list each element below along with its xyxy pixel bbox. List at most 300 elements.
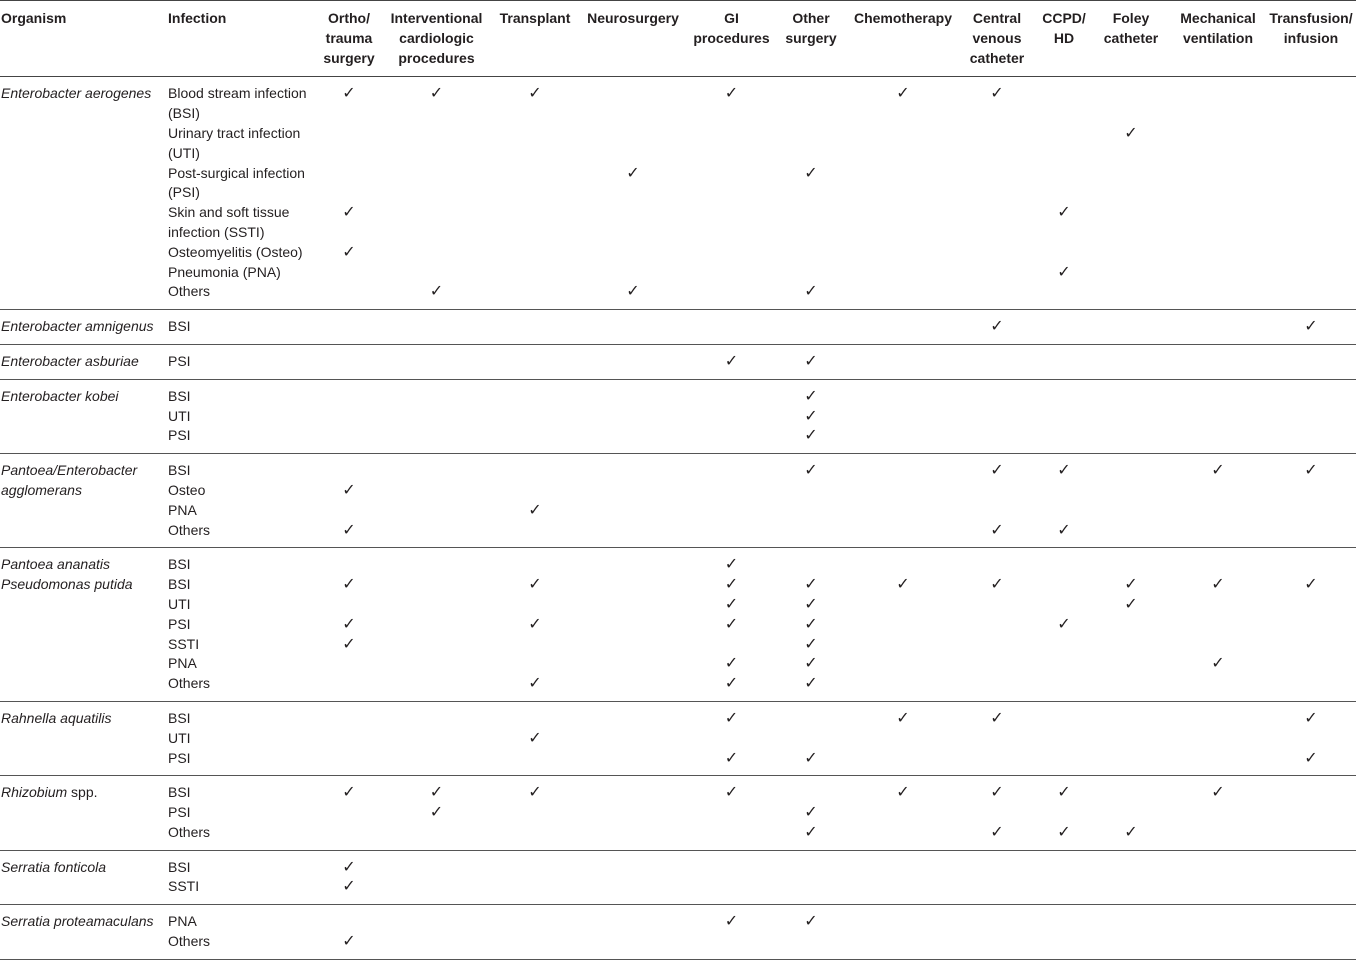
empty-cell <box>380 310 493 345</box>
empty-cell <box>493 595 577 615</box>
empty-cell <box>380 521 493 548</box>
check-icon: ✓ <box>1124 576 1138 594</box>
checkmark-cell <box>1036 615 1092 635</box>
checkmark-cell <box>577 164 689 204</box>
organism-cell <box>0 749 166 776</box>
empty-cell <box>774 521 848 548</box>
check-icon: ✓ <box>1057 263 1071 281</box>
empty-cell <box>577 243 689 263</box>
empty-cell <box>689 932 774 959</box>
empty-cell <box>493 654 577 674</box>
check-icon: ✓ <box>896 784 910 802</box>
empty-cell <box>493 243 577 263</box>
empty-cell <box>848 749 958 776</box>
organism-cell <box>0 654 166 674</box>
empty-cell <box>1092 243 1170 263</box>
empty-cell <box>577 203 689 243</box>
empty-cell <box>380 905 493 932</box>
empty-cell <box>958 263 1036 283</box>
empty-cell <box>1036 379 1092 406</box>
empty-cell <box>848 203 958 243</box>
infection-cell: Blood stream infection (BSI) <box>168 85 307 122</box>
empty-cell <box>1092 749 1170 776</box>
empty-cell <box>1266 776 1356 803</box>
infection-cell: BSI <box>166 310 318 345</box>
empty-cell <box>689 454 774 481</box>
checkmark-cell <box>774 654 848 674</box>
empty-cell <box>1266 481 1356 501</box>
checkmark-cell <box>1092 595 1170 615</box>
infection-cell: Others <box>166 932 318 959</box>
empty-cell <box>380 635 493 655</box>
empty-cell <box>1092 407 1170 427</box>
check-icon: ✓ <box>896 709 910 727</box>
empty-cell <box>848 823 958 850</box>
header-neurosurgery: Neurosurgery <box>577 1 689 77</box>
empty-cell <box>1266 654 1356 674</box>
empty-cell <box>318 344 380 379</box>
empty-cell <box>1170 263 1266 283</box>
table-row <box>0 310 1356 345</box>
infection-cell: Others <box>166 521 318 548</box>
check-icon: ✓ <box>804 913 818 931</box>
table-row <box>0 164 1356 204</box>
empty-cell <box>1266 674 1356 701</box>
empty-cell <box>1266 124 1356 164</box>
checkmark-cell <box>318 615 380 635</box>
empty-cell <box>1092 776 1170 803</box>
empty-cell <box>380 615 493 635</box>
empty-cell <box>848 124 958 164</box>
empty-cell <box>1092 729 1170 749</box>
checkmark-cell <box>848 776 958 803</box>
table-row <box>0 932 1356 959</box>
empty-cell <box>689 164 774 204</box>
empty-cell <box>848 654 958 674</box>
empty-cell <box>774 481 848 501</box>
empty-cell <box>848 282 958 309</box>
check-icon: ✓ <box>804 749 818 767</box>
empty-cell <box>1170 379 1266 406</box>
empty-cell <box>493 407 577 427</box>
empty-cell <box>380 164 493 204</box>
infection-cell: Pneumonia (PNA) <box>168 263 281 280</box>
checkmark-cell <box>493 501 577 521</box>
check-icon: ✓ <box>990 318 1004 336</box>
empty-cell <box>958 426 1036 453</box>
checkmark-cell <box>689 595 774 615</box>
empty-cell <box>493 932 577 959</box>
empty-cell <box>848 615 958 635</box>
checkmark-cell <box>958 823 1036 850</box>
empty-cell <box>958 803 1036 823</box>
empty-cell <box>380 379 493 406</box>
checkmark-cell <box>1170 654 1266 674</box>
empty-cell <box>380 263 493 283</box>
infection-cell: PSI <box>168 804 191 821</box>
table-row <box>0 635 1356 655</box>
table-row <box>0 243 1356 263</box>
empty-cell <box>1266 77 1356 124</box>
table-row <box>0 203 1356 243</box>
checkmark-cell <box>774 635 848 655</box>
empty-cell <box>1036 575 1092 595</box>
empty-cell <box>1266 501 1356 521</box>
empty-cell <box>380 426 493 453</box>
empty-cell <box>774 850 848 877</box>
check-icon: ✓ <box>724 749 739 767</box>
checkmark-cell <box>689 749 774 776</box>
check-icon: ✓ <box>990 709 1004 727</box>
checkmark-cell <box>1266 575 1356 595</box>
empty-cell <box>1266 407 1356 427</box>
infection-cell: Osteomyelitis (Osteo) <box>168 243 303 260</box>
empty-cell <box>1170 729 1266 749</box>
empty-cell <box>848 243 958 263</box>
empty-cell <box>1170 521 1266 548</box>
checkmark-cell <box>1092 575 1170 595</box>
table-row <box>0 575 1356 595</box>
infection-cell: BSI <box>168 462 191 479</box>
empty-cell <box>689 124 774 164</box>
empty-cell <box>1266 932 1356 959</box>
empty-cell <box>848 932 958 959</box>
checkmark-cell <box>774 379 848 406</box>
checkmark-cell <box>318 776 380 803</box>
table-row <box>0 803 1356 823</box>
empty-cell <box>318 674 380 701</box>
checkmark-cell <box>958 310 1036 345</box>
checkmark-cell <box>318 850 380 877</box>
empty-cell <box>958 905 1036 932</box>
empty-cell <box>1092 344 1170 379</box>
empty-cell <box>1170 426 1266 453</box>
checkmark-cell <box>318 932 380 959</box>
empty-cell <box>493 379 577 406</box>
empty-cell <box>1170 701 1266 728</box>
empty-cell <box>958 654 1036 674</box>
empty-cell <box>1036 124 1092 164</box>
empty-cell <box>380 203 493 243</box>
empty-cell <box>958 674 1036 701</box>
checkmark-cell <box>318 575 380 595</box>
infection-cell: PNA <box>168 655 197 672</box>
check-icon: ✓ <box>724 595 739 613</box>
empty-cell <box>848 426 958 453</box>
organism-cell: Rahnella aquatilis <box>1 709 112 726</box>
empty-cell <box>1170 481 1266 501</box>
checkmark-cell <box>493 776 577 803</box>
check-icon: ✓ <box>1057 615 1071 633</box>
checkmark-cell <box>1092 124 1170 164</box>
empty-cell <box>848 481 958 501</box>
empty-cell <box>1092 263 1170 283</box>
table-header <box>0 1 1356 77</box>
empty-cell <box>774 243 848 263</box>
empty-cell <box>1170 823 1266 850</box>
checkmark-cell <box>774 344 848 379</box>
organism-cell: agglomerans <box>1 481 82 498</box>
organism-cell <box>0 595 166 615</box>
checkmark-cell <box>774 905 848 932</box>
table-row <box>0 548 1356 575</box>
check-icon: ✓ <box>429 85 444 103</box>
header-mech-vent: Mechanical ventilation <box>1170 1 1266 77</box>
empty-cell <box>848 379 958 406</box>
check-icon: ✓ <box>724 352 739 370</box>
infection-cell: BSI <box>168 556 191 573</box>
infection-cell: BSI <box>168 576 191 593</box>
empty-cell <box>577 776 689 803</box>
organism-cell: Serratia proteamaculans <box>1 913 154 930</box>
empty-cell <box>848 595 958 615</box>
organism-cell <box>0 282 166 309</box>
table-row <box>0 595 1356 615</box>
checkmark-cell <box>1170 454 1266 481</box>
organism-cell <box>0 635 166 655</box>
empty-cell <box>1036 282 1092 309</box>
empty-cell <box>774 310 848 345</box>
infection-cell: BSI <box>168 709 191 726</box>
empty-cell <box>958 615 1036 635</box>
table-row <box>0 77 1356 124</box>
empty-cell <box>493 548 577 575</box>
empty-cell <box>689 310 774 345</box>
empty-cell <box>1036 932 1092 959</box>
empty-cell <box>1266 203 1356 243</box>
checkmark-cell <box>493 77 577 124</box>
check-icon: ✓ <box>429 283 444 301</box>
empty-cell <box>1266 635 1356 655</box>
empty-cell <box>1092 426 1170 453</box>
checkmark-cell <box>958 77 1036 124</box>
empty-cell <box>380 595 493 615</box>
check-icon: ✓ <box>342 85 356 103</box>
empty-cell <box>380 243 493 263</box>
check-icon: ✓ <box>528 576 542 594</box>
infection-cell: SSTI <box>168 635 200 652</box>
check-icon: ✓ <box>804 427 818 445</box>
check-icon: ✓ <box>528 675 542 693</box>
header-chemotherapy: Chemotherapy <box>848 1 958 77</box>
empty-cell <box>577 932 689 959</box>
infection-cell: Urinary tract infection (UTI) <box>168 124 301 161</box>
checkmark-cell <box>318 203 380 243</box>
empty-cell <box>1266 282 1356 309</box>
checkmark-cell <box>774 164 848 204</box>
checkmark-cell <box>774 426 848 453</box>
check-icon: ✓ <box>1057 823 1071 841</box>
organism-cell: Pantoea/Enterobacter <box>1 462 138 479</box>
empty-cell <box>1036 905 1092 932</box>
checkmark-cell <box>689 776 774 803</box>
table-row <box>0 379 1356 406</box>
empty-cell <box>318 905 380 932</box>
empty-cell <box>577 575 689 595</box>
organism-cell <box>0 124 166 164</box>
empty-cell <box>577 379 689 406</box>
checkmark-cell <box>958 776 1036 803</box>
infection-cell: UTI <box>168 407 191 424</box>
empty-cell <box>1036 654 1092 674</box>
empty-cell <box>1092 654 1170 674</box>
checkmark-cell <box>774 803 848 823</box>
empty-cell <box>577 344 689 379</box>
empty-cell <box>1266 729 1356 749</box>
check-icon: ✓ <box>804 387 818 405</box>
check-icon: ✓ <box>804 675 818 693</box>
empty-cell <box>848 635 958 655</box>
checkmark-cell <box>689 344 774 379</box>
organism-cell <box>0 521 166 548</box>
empty-cell <box>689 729 774 749</box>
organism-cell <box>0 203 166 243</box>
check-icon: ✓ <box>528 615 542 633</box>
check-icon: ✓ <box>342 576 356 594</box>
empty-cell <box>689 823 774 850</box>
empty-cell <box>1092 905 1170 932</box>
empty-cell <box>1170 164 1266 204</box>
check-icon: ✓ <box>1057 462 1071 480</box>
empty-cell <box>1036 243 1092 263</box>
empty-cell <box>774 203 848 243</box>
empty-cell <box>493 124 577 164</box>
empty-cell <box>848 850 958 877</box>
table-row <box>0 729 1356 749</box>
checkmark-cell <box>774 674 848 701</box>
empty-cell <box>958 344 1036 379</box>
empty-cell <box>577 426 689 453</box>
checkmark-cell <box>848 575 958 595</box>
check-icon: ✓ <box>724 556 739 574</box>
empty-cell <box>577 454 689 481</box>
empty-cell <box>1170 407 1266 427</box>
check-icon: ✓ <box>804 462 818 480</box>
empty-cell <box>380 407 493 427</box>
table-row <box>0 776 1356 803</box>
check-icon: ✓ <box>804 615 818 633</box>
organism-cell <box>0 164 166 204</box>
empty-cell <box>958 164 1036 204</box>
check-icon: ✓ <box>1057 521 1071 539</box>
empty-cell <box>577 905 689 932</box>
empty-cell <box>958 932 1036 959</box>
check-icon: ✓ <box>804 655 818 673</box>
header-ortho: Ortho/ trauma surgery <box>318 1 380 77</box>
table-row <box>0 701 1356 728</box>
empty-cell <box>1170 595 1266 615</box>
empty-cell <box>1036 729 1092 749</box>
empty-cell <box>848 407 958 427</box>
checkmark-cell <box>318 243 380 263</box>
check-icon: ✓ <box>1304 709 1318 727</box>
check-icon: ✓ <box>528 784 542 802</box>
check-icon: ✓ <box>804 595 818 613</box>
empty-cell <box>318 803 380 823</box>
checkmark-cell <box>318 521 380 548</box>
empty-cell <box>958 850 1036 877</box>
empty-cell <box>1092 379 1170 406</box>
empty-cell <box>493 454 577 481</box>
check-icon: ✓ <box>1211 655 1225 673</box>
empty-cell <box>958 729 1036 749</box>
empty-cell <box>493 635 577 655</box>
header-organism: Organism <box>0 1 166 77</box>
empty-cell <box>1092 850 1170 877</box>
infection-cell: Others <box>166 823 318 850</box>
empty-cell <box>577 850 689 877</box>
empty-cell <box>318 379 380 406</box>
infection-cell: BSI <box>168 858 191 875</box>
check-icon: ✓ <box>990 823 1004 841</box>
checkmark-cell <box>848 701 958 728</box>
checkmark-cell <box>1266 454 1356 481</box>
empty-cell <box>380 850 493 877</box>
empty-cell <box>577 635 689 655</box>
empty-cell <box>1092 674 1170 701</box>
empty-cell <box>493 164 577 204</box>
empty-cell <box>577 124 689 164</box>
table-row <box>0 124 1356 164</box>
table-row <box>0 615 1356 635</box>
empty-cell <box>1266 548 1356 575</box>
empty-cell <box>318 654 380 674</box>
empty-cell <box>958 203 1036 243</box>
empty-cell <box>577 548 689 575</box>
check-icon: ✓ <box>342 635 356 653</box>
empty-cell <box>1170 674 1266 701</box>
empty-cell <box>1036 635 1092 655</box>
empty-cell <box>958 407 1036 427</box>
table-row <box>0 426 1356 453</box>
check-icon: ✓ <box>724 784 739 802</box>
empty-cell <box>493 426 577 453</box>
checkmark-cell <box>1036 776 1092 803</box>
check-icon: ✓ <box>804 823 818 841</box>
empty-cell <box>318 454 380 481</box>
empty-cell <box>1092 521 1170 548</box>
infection-cell: Skin and soft tissue infection (SSTI) <box>168 204 290 240</box>
empty-cell <box>848 164 958 204</box>
empty-cell <box>1266 823 1356 850</box>
checkmark-cell <box>689 701 774 728</box>
infection-cell: UTI <box>168 729 191 746</box>
checkmark-cell <box>689 654 774 674</box>
empty-cell <box>493 803 577 823</box>
empty-cell <box>1170 124 1266 164</box>
empty-cell <box>380 454 493 481</box>
check-icon: ✓ <box>724 913 739 931</box>
header-gi: GI procedures <box>689 1 774 77</box>
checkmark-cell <box>689 615 774 635</box>
check-icon: ✓ <box>528 729 542 747</box>
empty-cell <box>1266 803 1356 823</box>
check-icon: ✓ <box>724 709 739 727</box>
empty-cell <box>774 263 848 283</box>
empty-cell <box>577 654 689 674</box>
empty-cell <box>577 823 689 850</box>
empty-cell <box>493 701 577 728</box>
empty-cell <box>1036 344 1092 379</box>
check-icon: ✓ <box>342 784 356 802</box>
empty-cell <box>1092 77 1170 124</box>
empty-cell <box>1036 850 1092 877</box>
empty-cell <box>1092 701 1170 728</box>
empty-cell <box>380 823 493 850</box>
checkmark-cell <box>577 282 689 309</box>
table-row <box>0 905 1356 932</box>
check-icon: ✓ <box>724 675 739 693</box>
